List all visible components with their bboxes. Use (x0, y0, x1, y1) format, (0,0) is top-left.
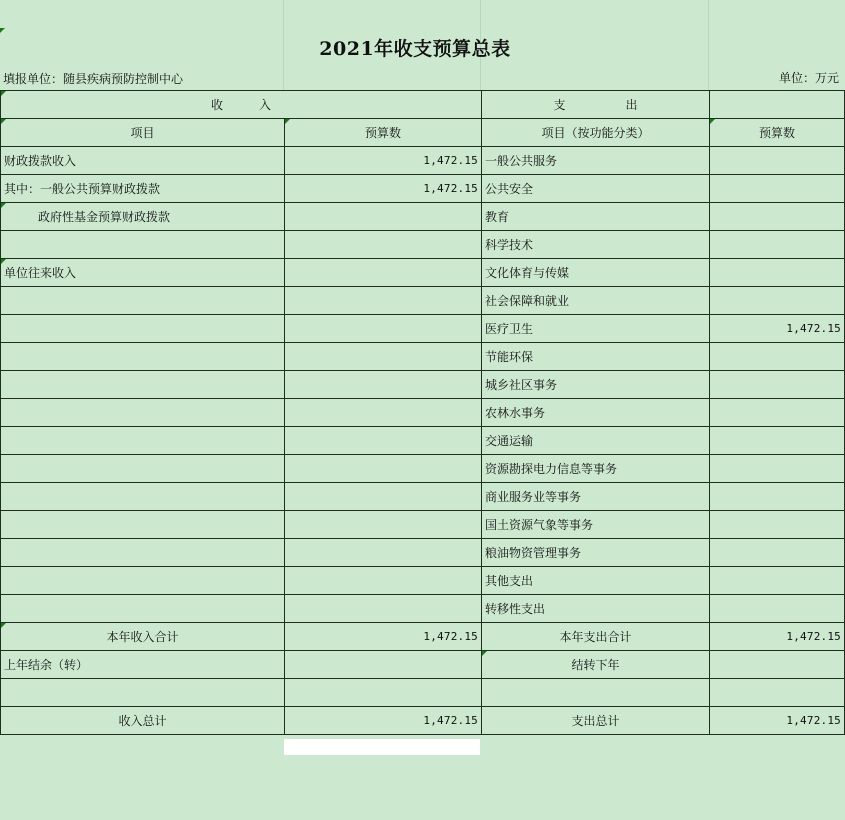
expense-item-cell[interactable]: 国土资源气象等事务 (482, 511, 710, 539)
expense-budget-cell[interactable] (710, 595, 845, 623)
table-row (1, 203, 845, 231)
income-budget-cell[interactable]: 1,472.15 (285, 147, 482, 175)
expense-budget-cell[interactable] (710, 147, 845, 175)
header-budget-expense[interactable]: 预算数 (710, 119, 845, 147)
expense-item-cell[interactable]: 社会保障和就业 (482, 287, 710, 315)
selected-cell-highlight (284, 739, 480, 755)
income-item-cell[interactable] (1, 595, 285, 623)
income-budget-cell[interactable] (285, 483, 482, 511)
header-income[interactable]: 收 入 (1, 91, 482, 119)
expense-item-cell[interactable]: 交通运输 (482, 427, 710, 455)
income-item-cell[interactable] (1, 371, 285, 399)
income-item-cell[interactable] (1, 483, 285, 511)
expense-total-value[interactable]: 1,472.15 (710, 707, 845, 735)
income-item-cell[interactable] (1, 427, 285, 455)
header-row-1 (1, 91, 845, 119)
reporting-unit: 填报单位：随县疾病预防控制中心 (3, 72, 184, 86)
expense-budget-cell[interactable] (710, 567, 845, 595)
blank-cell[interactable] (482, 679, 710, 707)
expense-budget-cell[interactable] (710, 287, 845, 315)
expense-item-cell[interactable]: 医疗卫生 (482, 315, 710, 343)
income-item-cell[interactable] (1, 455, 285, 483)
expense-item-cell[interactable]: 商业服务业等事务 (482, 483, 710, 511)
income-budget-cell[interactable] (285, 371, 482, 399)
carry-forward-value[interactable] (710, 651, 845, 679)
table-row (1, 343, 845, 371)
expense-budget-cell[interactable] (710, 203, 845, 231)
header-empty-cell[interactable] (710, 91, 845, 119)
table-row (1, 539, 845, 567)
expense-budget-cell[interactable] (710, 231, 845, 259)
expense-year-total-label[interactable]: 本年支出合计 (482, 623, 710, 651)
page-title: 2021年收支预算总表 (319, 38, 511, 60)
income-item-cell[interactable] (1, 511, 285, 539)
table-row (1, 147, 845, 175)
income-budget-cell[interactable] (285, 595, 482, 623)
income-budget-cell[interactable]: 1,472.15 (285, 175, 482, 203)
comment-marker (0, 28, 5, 33)
income-item-cell[interactable] (1, 231, 285, 259)
expense-budget-cell[interactable] (710, 539, 845, 567)
table-row (1, 483, 845, 511)
expense-budget-cell[interactable] (710, 511, 845, 539)
expense-budget-cell[interactable] (710, 399, 845, 427)
prev-balance-value[interactable] (285, 651, 482, 679)
expense-item-cell[interactable]: 粮油物资管理事务 (482, 539, 710, 567)
blank-cell[interactable] (710, 679, 845, 707)
table-row (1, 175, 845, 203)
table-row (1, 455, 845, 483)
expense-item-cell[interactable]: 教育 (482, 203, 710, 231)
header-item-by-function[interactable]: 项目（按功能分类） (482, 119, 710, 147)
expense-item-cell[interactable]: 科学技术 (482, 231, 710, 259)
income-item-cell[interactable] (1, 315, 285, 343)
income-item-cell[interactable] (1, 203, 285, 231)
header-expense[interactable]: 支 出 (482, 91, 710, 119)
income-budget-cell[interactable] (285, 343, 482, 371)
header-item[interactable]: 项目 (1, 119, 285, 147)
income-budget-cell[interactable] (285, 287, 482, 315)
income-budget-cell[interactable] (285, 511, 482, 539)
blank-row (1, 679, 845, 707)
expense-item-cell[interactable]: 城乡社区事务 (482, 371, 710, 399)
income-item-cell[interactable] (1, 539, 285, 567)
expense-budget-cell[interactable] (710, 483, 845, 511)
income-budget-cell[interactable] (285, 259, 482, 287)
income-budget-cell[interactable] (285, 427, 482, 455)
expense-budget-cell[interactable] (710, 455, 845, 483)
year-total-row (1, 623, 845, 651)
income-item-cell[interactable]: 单位往来收入 (1, 259, 285, 287)
expense-budget-cell[interactable] (710, 259, 845, 287)
income-total-value[interactable]: 1,472.15 (285, 707, 482, 735)
income-budget-cell[interactable] (285, 567, 482, 595)
income-item-cell[interactable] (1, 343, 285, 371)
budget-table (0, 90, 845, 735)
expense-item-cell[interactable]: 转移性支出 (482, 595, 710, 623)
table-row (1, 287, 845, 315)
header-budget[interactable]: 预算数 (285, 119, 482, 147)
expense-item-cell[interactable]: 其他支出 (482, 567, 710, 595)
table-row (1, 511, 845, 539)
expense-total-label[interactable]: 支出总计 (482, 707, 710, 735)
income-item-cell[interactable]: 其中：一般公共预算财政拨款 (1, 175, 285, 203)
expense-budget-cell[interactable] (710, 343, 845, 371)
table-row (1, 259, 845, 287)
expense-item-cell[interactable]: 公共安全 (482, 175, 710, 203)
table-row (1, 371, 845, 399)
expense-budget-cell[interactable]: 1,472.15 (710, 315, 845, 343)
currency-unit: 单位：万元 (778, 71, 839, 85)
prev-balance-label[interactable]: 上年结余（转） (1, 651, 285, 679)
income-budget-cell[interactable] (285, 455, 482, 483)
table-row (1, 427, 845, 455)
table-row (1, 567, 845, 595)
income-item-cell[interactable] (1, 287, 285, 315)
expense-year-total-value[interactable]: 1,472.15 (710, 623, 845, 651)
expense-item-cell[interactable]: 资源勘探电力信息等事务 (482, 455, 710, 483)
carry-forward-label[interactable]: 结转下年 (482, 651, 710, 679)
table-row (1, 315, 845, 343)
income-item-cell[interactable] (1, 399, 285, 427)
income-budget-cell[interactable] (285, 203, 482, 231)
income-budget-cell[interactable] (285, 539, 482, 567)
expense-budget-cell[interactable] (710, 427, 845, 455)
income-budget-cell[interactable] (285, 315, 482, 343)
income-total-label[interactable]: 收入总计 (1, 707, 285, 735)
grand-total-row (1, 707, 845, 735)
income-budget-cell[interactable] (285, 399, 482, 427)
blank-cell[interactable] (1, 679, 285, 707)
table-row (1, 231, 845, 259)
expense-budget-cell[interactable] (710, 175, 845, 203)
blank-cell[interactable] (285, 679, 482, 707)
income-year-total-value[interactable]: 1,472.15 (285, 623, 482, 651)
expense-item-cell[interactable]: 一般公共服务 (482, 147, 710, 175)
expense-item-cell[interactable]: 节能环保 (482, 343, 710, 371)
income-budget-cell[interactable] (285, 231, 482, 259)
expense-budget-cell[interactable] (710, 371, 845, 399)
income-item-cell[interactable] (1, 567, 285, 595)
expense-item-cell[interactable]: 农林水事务 (482, 399, 710, 427)
expense-item-cell[interactable]: 文化体育与传媒 (482, 259, 710, 287)
balance-row (1, 651, 845, 679)
income-year-total-label[interactable]: 本年收入合计 (1, 623, 285, 651)
income-item-cell[interactable]: 财政拨款收入 (1, 147, 285, 175)
table-row (1, 595, 845, 623)
income-item-label: 政府性基金预算财政拨款 (38, 210, 171, 224)
header-row-2 (1, 119, 845, 147)
table-row (1, 399, 845, 427)
